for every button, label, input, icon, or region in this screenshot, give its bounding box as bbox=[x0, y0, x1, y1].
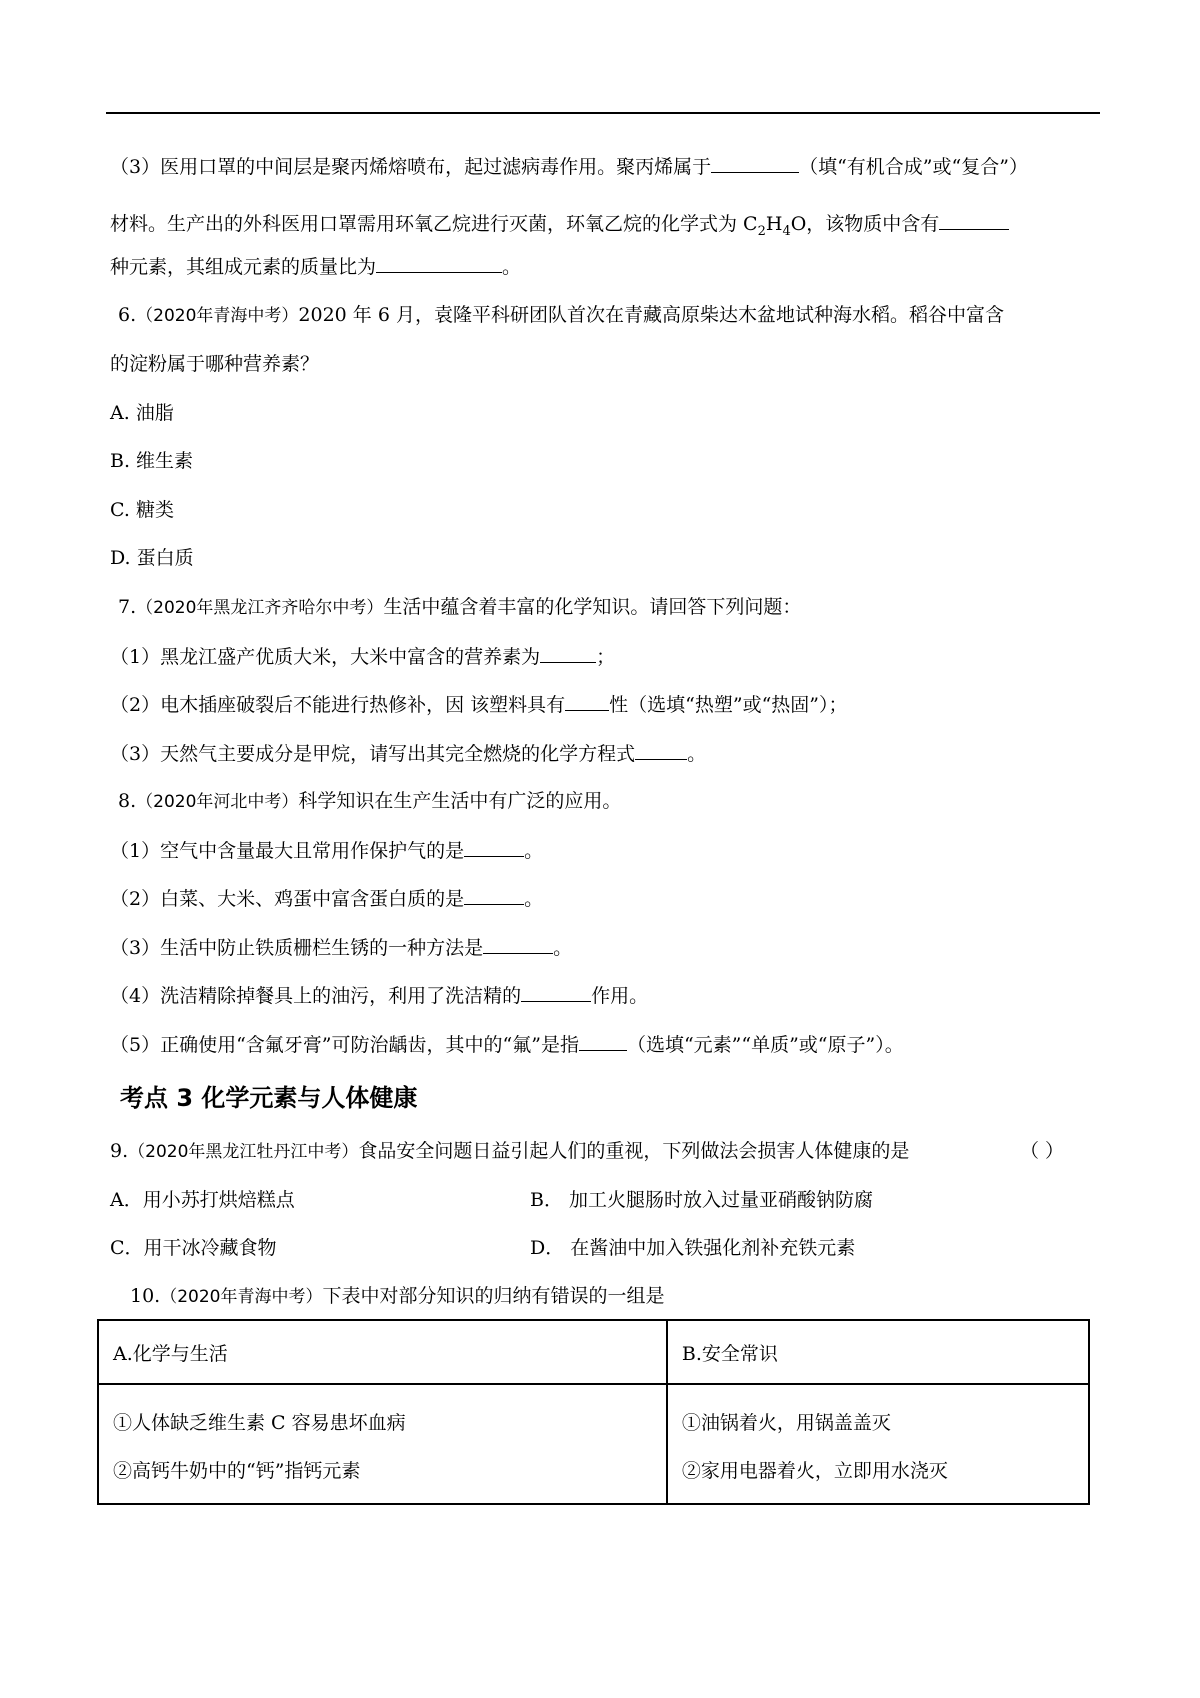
option-d[interactable]: D. 蛋白质 bbox=[110, 547, 194, 569]
question-text: 的淀粉属于哪种营养素？ bbox=[110, 353, 320, 375]
q8-part2 bbox=[110, 884, 543, 913]
question-text: 下表中对部分知识的归纳有错误的一组是 bbox=[322, 1285, 665, 1307]
column-a-items bbox=[98, 1384, 667, 1504]
q7-stem bbox=[118, 593, 801, 622]
question-number: 10. bbox=[130, 1285, 161, 1307]
q5-3-text: 材料。生产出的外科医用口罩需用环氧乙烷进行灭菌，环氧乙烷的化学式为 C bbox=[110, 213, 758, 235]
q5-3-text: O，该物质中含有 bbox=[790, 213, 940, 235]
column-b-title: B.安全常识 bbox=[667, 1320, 1089, 1384]
part-text: 。 bbox=[524, 840, 544, 862]
q5-3-text: 种元素，其组成元素的质量比为 bbox=[110, 256, 377, 278]
column-b-items bbox=[667, 1384, 1089, 1504]
table-item: ①人体缺乏维生素 C 容易患坏血病 bbox=[113, 1412, 406, 1434]
q8-part4 bbox=[110, 981, 648, 1010]
answer-blank[interactable] bbox=[711, 152, 799, 173]
answer-blank[interactable] bbox=[540, 642, 596, 663]
option-a[interactable]: A．用小苏打烘焙糕点 bbox=[110, 1189, 295, 1211]
part-text: 。 bbox=[553, 937, 573, 959]
table-row bbox=[98, 1384, 1089, 1504]
part-text: （2）电木插座破裂后不能进行热修补，因 该塑料具有 bbox=[110, 694, 566, 716]
q5-3-text: （填“有机合成”或“复合”） bbox=[799, 156, 1028, 178]
option-b[interactable]: B． 加工火腿肠时放入过量亚硝酸钠防腐 bbox=[530, 1189, 874, 1211]
answer-blank[interactable] bbox=[565, 690, 609, 711]
answer-blank[interactable] bbox=[464, 836, 524, 857]
question-number: 6. bbox=[118, 304, 137, 326]
part-text: （5）正确使用“含氟牙膏”可防治龋齿，其中的“氟”是指 bbox=[110, 1034, 579, 1056]
option-c[interactable]: C．用干冰冷藏食物 bbox=[110, 1237, 277, 1259]
question-text: 食品安全问题日益引起人们的重视，下列做法会损害人体健康的是 bbox=[358, 1140, 910, 1162]
part-text: （1）空气中含量最大且常用作保护气的是 bbox=[110, 840, 465, 862]
subscript: 2 bbox=[757, 223, 766, 239]
answer-blank[interactable] bbox=[939, 209, 1009, 230]
part-text: 。 bbox=[687, 743, 707, 765]
answer-paren[interactable]: （ ） bbox=[1020, 1140, 1065, 1162]
part-text: （1）黑龙江盛产优质大米，大米中富含的营养素为 bbox=[110, 646, 541, 668]
question-text: 生活中蕴含着丰富的化学知识。请回答下列问题： bbox=[383, 596, 802, 618]
option-c[interactable]: C. 糖类 bbox=[110, 499, 174, 521]
q9-stem bbox=[110, 1137, 909, 1166]
answer-blank[interactable] bbox=[635, 739, 687, 760]
part-text: ； bbox=[596, 646, 616, 668]
part-text: （4）洗洁精除掉餐具上的油污，利用了洗洁精的 bbox=[110, 985, 522, 1007]
table-item: ②高钙牛奶中的“钙”指钙元素 bbox=[113, 1460, 361, 1482]
answer-blank[interactable] bbox=[483, 933, 553, 954]
part-text: （3）生活中防止铁质栅栏生锈的一种方法是 bbox=[110, 937, 484, 959]
formula-part: H bbox=[765, 213, 783, 235]
q5-3-line1 bbox=[110, 152, 1028, 181]
answer-blank[interactable] bbox=[579, 1030, 627, 1051]
q6-stem bbox=[118, 301, 1004, 330]
subscript: 4 bbox=[782, 223, 791, 239]
question-number: 7. bbox=[118, 596, 137, 618]
question-source: （2020年黑龙江牡丹江中考） bbox=[128, 1142, 359, 1162]
question-number: 9. bbox=[110, 1140, 129, 1162]
answer-blank[interactable] bbox=[521, 981, 591, 1002]
q7-part2 bbox=[110, 690, 848, 719]
option-a[interactable]: A. 油脂 bbox=[110, 402, 174, 424]
q5-3-text: （3）医用口罩的中间层是聚丙烯熔喷布，起过滤病毒作用。聚丙烯属于 bbox=[110, 156, 712, 178]
knowledge-table bbox=[97, 1319, 1090, 1505]
answer-blank[interactable] bbox=[376, 252, 502, 273]
q8-part3 bbox=[110, 933, 572, 962]
q8-stem bbox=[118, 787, 621, 816]
q5-3-line2 bbox=[110, 209, 1009, 246]
part-text: 性（选填“热塑”或“热固”）； bbox=[609, 694, 848, 716]
section-heading: 考点 3 化学元素与人体健康 bbox=[120, 1084, 418, 1112]
q7-part1 bbox=[110, 642, 615, 671]
q10-stem bbox=[130, 1282, 665, 1311]
option-d[interactable]: D． 在酱油中加入铁强化剂补充铁元素 bbox=[530, 1237, 856, 1259]
question-source: （2020年河北中考） bbox=[136, 792, 299, 812]
q5-3-text: 。 bbox=[502, 256, 522, 278]
table-row bbox=[98, 1320, 1089, 1384]
part-text: （2）白菜、大米、鸡蛋中富含蛋白质的是 bbox=[110, 888, 465, 910]
question-text: 2020 年 6 月，袁隆平科研团队首次在青藏高原柴达木盆地试种海水稻。稻谷中富含 bbox=[298, 304, 1004, 326]
q7-part3 bbox=[110, 739, 706, 768]
question-number: 8. bbox=[118, 790, 137, 812]
q8-part1 bbox=[110, 836, 543, 865]
table-item: ②家用电器着火，立即用水浇灭 bbox=[681, 1460, 948, 1482]
answer-blank[interactable] bbox=[464, 884, 524, 905]
part-text: 作用。 bbox=[591, 985, 649, 1007]
column-a-title: A.化学与生活 bbox=[98, 1320, 667, 1384]
q8-part5 bbox=[110, 1030, 904, 1059]
question-source: （2020年青海中考） bbox=[160, 1287, 323, 1307]
q5-3-line3 bbox=[110, 252, 521, 281]
part-text: （3）天然气主要成分是甲烷，请写出其完全燃烧的化学方程式 bbox=[110, 743, 636, 765]
table-item: ①油锅着火，用锅盖盖灭 bbox=[681, 1412, 891, 1434]
question-source: （2020年黑龙江齐齐哈尔中考） bbox=[136, 598, 384, 618]
header-rule bbox=[106, 112, 1100, 114]
question-source: （2020年青海中考） bbox=[136, 306, 299, 326]
question-text: 科学知识在生产生活中有广泛的应用。 bbox=[298, 790, 622, 812]
part-text: （选填“元素”“单质”或“原子”）。 bbox=[626, 1034, 904, 1056]
part-text: 。 bbox=[524, 888, 544, 910]
option-b[interactable]: B. 维生素 bbox=[110, 450, 194, 472]
